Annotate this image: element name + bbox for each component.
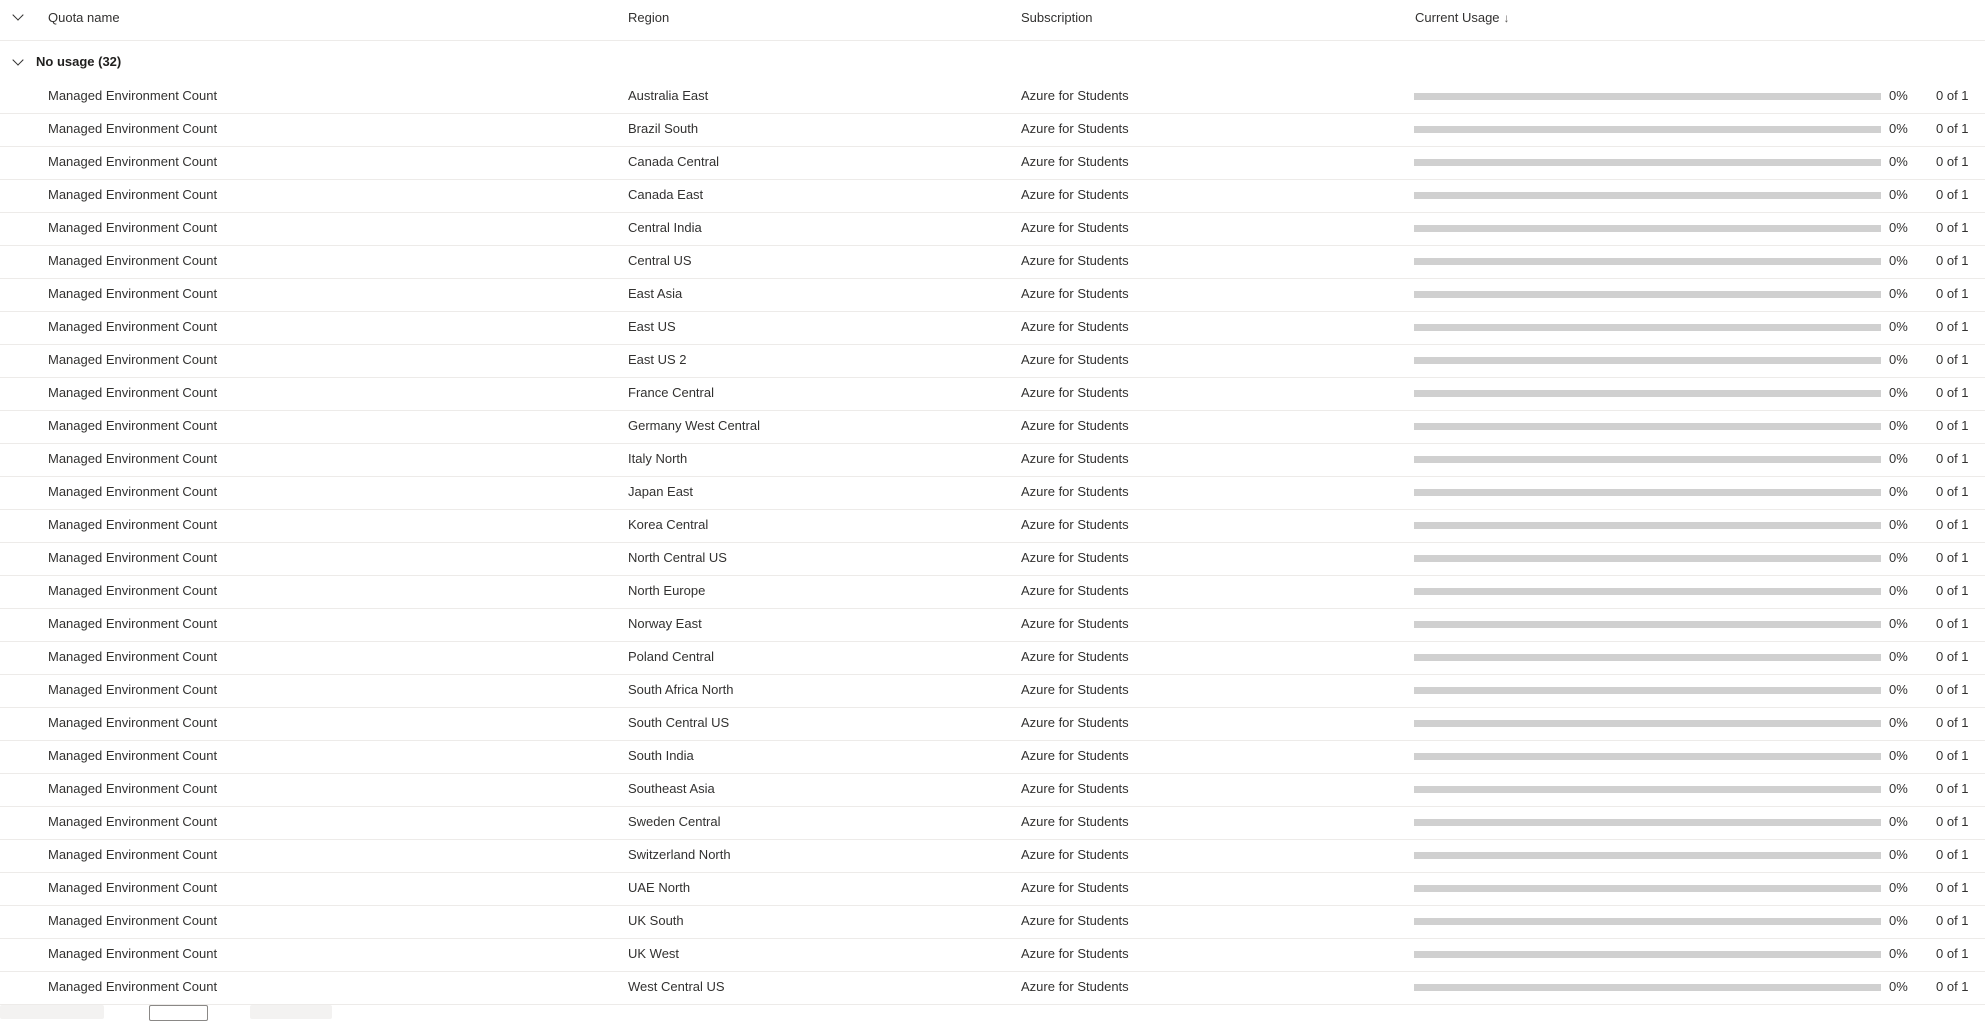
region-cell: Central US <box>628 253 692 268</box>
region-cell: Australia East <box>628 88 709 103</box>
quota-name-cell[interactable]: Managed Environment Count <box>48 220 218 235</box>
usage-progress-bar <box>1414 786 1881 793</box>
subscription-cell: Azure for Students <box>1021 352 1129 367</box>
usage-percent: 0% <box>1889 913 1908 928</box>
usage-count: 0 of 1 <box>1936 88 1969 103</box>
subscription-cell: Azure for Students <box>1021 484 1129 499</box>
usage-count: 0 of 1 <box>1936 220 1969 235</box>
usage-percent: 0% <box>1889 616 1908 631</box>
usage-count: 0 of 1 <box>1936 583 1969 598</box>
region-cell: East Asia <box>628 286 683 301</box>
table-row[interactable] <box>0 576 1985 609</box>
usage-count: 0 of 1 <box>1936 517 1969 532</box>
table-row[interactable] <box>0 906 1985 939</box>
quota-name-cell[interactable]: Managed Environment Count <box>48 418 218 433</box>
usage-percent: 0% <box>1889 319 1908 334</box>
usage-count: 0 of 1 <box>1936 781 1969 796</box>
usage-count: 0 of 1 <box>1936 253 1969 268</box>
usage-percent: 0% <box>1889 979 1908 994</box>
region-cell: Norway East <box>628 616 702 631</box>
usage-count: 0 of 1 <box>1936 418 1969 433</box>
region-cell: West Central US <box>628 979 725 994</box>
usage-count: 0 of 1 <box>1936 682 1969 697</box>
region-cell: Sweden Central <box>628 814 721 829</box>
usage-percent: 0% <box>1889 451 1908 466</box>
subscription-cell: Azure for Students <box>1021 616 1129 631</box>
usage-percent: 0% <box>1889 121 1908 136</box>
table-row[interactable] <box>0 345 1985 378</box>
usage-progress-bar <box>1414 126 1881 133</box>
region-cell: North Europe <box>628 583 706 598</box>
usage-count: 0 of 1 <box>1936 715 1969 730</box>
quota-name-cell[interactable]: Managed Environment Count <box>48 484 218 499</box>
usage-progress-bar <box>1414 753 1881 760</box>
usage-progress-bar <box>1414 951 1881 958</box>
usage-percent: 0% <box>1889 286 1908 301</box>
region-cell: Canada East <box>628 187 704 202</box>
usage-progress-bar <box>1414 885 1881 892</box>
usage-percent: 0% <box>1889 682 1908 697</box>
usage-count: 0 of 1 <box>1936 121 1969 136</box>
subscription-cell: Azure for Students <box>1021 748 1129 763</box>
usage-percent: 0% <box>1889 187 1908 202</box>
sort-descending-arrow-down-icon: ↓ <box>1503 11 1510 25</box>
table-row[interactable] <box>0 675 1985 708</box>
quota-name-cell[interactable]: Managed Environment Count <box>48 913 218 928</box>
region-cell: UK South <box>628 913 684 928</box>
subscription-cell: Azure for Students <box>1021 187 1129 202</box>
table-row[interactable] <box>0 411 1985 444</box>
subscription-cell: Azure for Students <box>1021 220 1129 235</box>
usage-progress-bar <box>1414 159 1881 166</box>
quota-name-cell[interactable]: Managed Environment Count <box>48 121 218 136</box>
region-cell: Canada Central <box>628 154 720 169</box>
table-row[interactable] <box>0 774 1985 807</box>
usage-percent: 0% <box>1889 715 1908 730</box>
usage-count: 0 of 1 <box>1936 352 1969 367</box>
quota-name-cell[interactable]: Managed Environment Count <box>48 715 218 730</box>
region-cell: East US 2 <box>628 352 687 367</box>
usage-progress-bar <box>1414 522 1881 529</box>
column-header-current-usage[interactable] <box>1415 0 1510 40</box>
table-row[interactable] <box>0 279 1985 312</box>
region-cell: Brazil South <box>628 121 699 136</box>
subscription-cell: Azure for Students <box>1021 682 1129 697</box>
usage-count: 0 of 1 <box>1936 979 1969 994</box>
usage-progress-bar <box>1414 654 1881 661</box>
table-row[interactable] <box>0 510 1985 543</box>
usage-progress-bar <box>1414 192 1881 199</box>
usage-count: 0 of 1 <box>1936 847 1969 862</box>
usage-progress-bar <box>1414 390 1881 397</box>
subscription-cell: Azure for Students <box>1021 319 1129 334</box>
quota-name-cell[interactable]: Managed Environment Count <box>48 979 218 994</box>
subscription-cell: Azure for Students <box>1021 583 1129 598</box>
table-row[interactable] <box>0 444 1985 477</box>
usage-progress-bar <box>1414 357 1881 364</box>
table-row[interactable] <box>0 378 1985 411</box>
quota-name-cell[interactable]: Managed Environment Count <box>48 319 218 334</box>
quota-name-cell[interactable]: Managed Environment Count <box>48 352 218 367</box>
usage-percent: 0% <box>1889 484 1908 499</box>
usage-progress-bar <box>1414 621 1881 628</box>
table-row[interactable] <box>0 114 1985 147</box>
table-row[interactable] <box>0 642 1985 675</box>
usage-percent: 0% <box>1889 550 1908 565</box>
quota-name-cell[interactable]: Managed Environment Count <box>48 781 218 796</box>
usage-percent: 0% <box>1889 154 1908 169</box>
usage-percent: 0% <box>1889 781 1908 796</box>
usage-percent: 0% <box>1889 88 1908 103</box>
quota-name-cell[interactable]: Managed Environment Count <box>48 451 218 466</box>
usage-progress-bar <box>1414 225 1881 232</box>
usage-progress-bar <box>1414 819 1881 826</box>
subscription-cell: Azure for Students <box>1021 451 1129 466</box>
usage-count: 0 of 1 <box>1936 880 1969 895</box>
column-header-label: Current Usage <box>1415 10 1500 25</box>
region-cell: Korea Central <box>628 517 709 532</box>
usage-count: 0 of 1 <box>1936 649 1969 664</box>
usage-count: 0 of 1 <box>1936 319 1969 334</box>
quota-name-cell[interactable]: Managed Environment Count <box>48 649 218 664</box>
usage-progress-bar <box>1414 720 1881 727</box>
usage-progress-bar <box>1414 588 1881 595</box>
usage-progress-bar <box>1414 258 1881 265</box>
region-cell: East US <box>628 319 676 334</box>
region-cell: France Central <box>628 385 714 400</box>
usage-count: 0 of 1 <box>1936 451 1969 466</box>
subscription-cell: Azure for Students <box>1021 847 1129 862</box>
quota-name-cell[interactable]: Managed Environment Count <box>48 385 218 400</box>
usage-count: 0 of 1 <box>1936 385 1969 400</box>
previous-page-button[interactable] <box>0 1005 104 1019</box>
usage-progress-bar <box>1414 456 1881 463</box>
usage-progress-bar <box>1414 555 1881 562</box>
usage-count: 0 of 1 <box>1936 946 1969 961</box>
region-cell: UK West <box>628 946 680 961</box>
quota-name-cell[interactable]: Managed Environment Count <box>48 946 218 961</box>
subscription-cell: Azure for Students <box>1021 253 1129 268</box>
region-cell: Poland Central <box>628 649 714 664</box>
usage-count: 0 of 1 <box>1936 550 1969 565</box>
table-row[interactable] <box>0 840 1985 873</box>
table-row[interactable] <box>0 609 1985 642</box>
subscription-cell: Azure for Students <box>1021 88 1129 103</box>
quota-name-cell[interactable]: Managed Environment Count <box>48 550 218 565</box>
column-header-region[interactable] <box>628 0 669 40</box>
usage-progress-bar <box>1414 852 1881 859</box>
usage-percent: 0% <box>1889 583 1908 598</box>
pagination-bar <box>0 1005 1985 1015</box>
table-row[interactable] <box>0 147 1985 180</box>
subscription-cell: Azure for Students <box>1021 517 1129 532</box>
quota-name-cell[interactable]: Managed Environment Count <box>48 847 218 862</box>
table-row[interactable] <box>0 741 1985 774</box>
usage-percent: 0% <box>1889 847 1908 862</box>
subscription-cell: Azure for Students <box>1021 418 1129 433</box>
usage-percent: 0% <box>1889 748 1908 763</box>
usage-progress-bar <box>1414 984 1881 991</box>
quota-name-cell[interactable]: Managed Environment Count <box>48 253 218 268</box>
usage-percent: 0% <box>1889 814 1908 829</box>
usage-percent: 0% <box>1889 385 1908 400</box>
quota-name-cell[interactable]: Managed Environment Count <box>48 682 218 697</box>
region-cell: Southeast Asia <box>628 781 715 796</box>
next-page-button[interactable] <box>250 1005 332 1019</box>
table-row[interactable] <box>0 543 1985 576</box>
column-header-label: Quota name <box>48 10 120 25</box>
quota-name-cell[interactable]: Managed Environment Count <box>48 154 218 169</box>
grid-header-row <box>0 0 1985 41</box>
region-cell: Japan East <box>628 484 694 499</box>
region-cell: UAE North <box>628 880 691 895</box>
column-header-quota-name[interactable] <box>48 0 120 40</box>
usage-count: 0 of 1 <box>1936 913 1969 928</box>
subscription-cell: Azure for Students <box>1021 814 1129 829</box>
quota-name-cell[interactable]: Managed Environment Count <box>48 748 218 763</box>
group-toggle-chevron-down-icon[interactable] <box>12 54 23 65</box>
subscription-cell: Azure for Students <box>1021 121 1129 136</box>
quota-name-cell[interactable]: Managed Environment Count <box>48 286 218 301</box>
usage-count: 0 of 1 <box>1936 154 1969 169</box>
region-cell: Central India <box>628 220 702 235</box>
table-row[interactable] <box>0 81 1985 114</box>
usage-count: 0 of 1 <box>1936 286 1969 301</box>
usage-progress-bar <box>1414 324 1881 331</box>
usage-count: 0 of 1 <box>1936 484 1969 499</box>
subscription-cell: Azure for Students <box>1021 979 1129 994</box>
region-cell: Germany West Central <box>628 418 760 433</box>
table-row[interactable] <box>0 873 1985 906</box>
page-number-input[interactable] <box>149 1005 208 1021</box>
subscription-cell: Azure for Students <box>1021 550 1129 565</box>
region-cell: South Africa North <box>628 682 734 697</box>
subscription-cell: Azure for Students <box>1021 715 1129 730</box>
usage-progress-bar <box>1414 93 1881 100</box>
region-cell: North Central US <box>628 550 727 565</box>
column-header-subscription[interactable] <box>1021 0 1093 40</box>
column-header-label: Region <box>628 10 670 25</box>
quota-name-cell[interactable]: Managed Environment Count <box>48 187 218 202</box>
grid-body <box>0 81 1985 1005</box>
region-cell: Switzerland North <box>628 847 731 862</box>
table-row[interactable] <box>0 807 1985 840</box>
usage-percent: 0% <box>1889 880 1908 895</box>
usage-percent: 0% <box>1889 418 1908 433</box>
group-header-no-usage[interactable] <box>0 41 1985 81</box>
usage-percent: 0% <box>1889 220 1908 235</box>
usage-count: 0 of 1 <box>1936 748 1969 763</box>
usage-percent: 0% <box>1889 253 1908 268</box>
subscription-cell: Azure for Students <box>1021 154 1129 169</box>
subscription-cell: Azure for Students <box>1021 286 1129 301</box>
usage-percent: 0% <box>1889 946 1908 961</box>
table-row[interactable] <box>0 246 1985 279</box>
usage-progress-bar <box>1414 291 1881 298</box>
table-row[interactable] <box>0 708 1985 741</box>
usage-count: 0 of 1 <box>1936 616 1969 631</box>
region-cell: South India <box>628 748 694 763</box>
quota-name-cell[interactable]: Managed Environment Count <box>48 88 218 103</box>
region-cell: Italy North <box>628 451 688 466</box>
usage-progress-bar <box>1414 489 1881 496</box>
usage-count: 0 of 1 <box>1936 814 1969 829</box>
usage-progress-bar <box>1414 687 1881 694</box>
column-header-label: Subscription <box>1021 10 1093 25</box>
usage-progress-bar <box>1414 423 1881 430</box>
quota-name-cell[interactable]: Managed Environment Count <box>48 616 218 631</box>
table-row[interactable] <box>0 180 1985 213</box>
subscription-cell: Azure for Students <box>1021 946 1129 961</box>
usage-count: 0 of 1 <box>1936 187 1969 202</box>
collapse-all-chevron-down-icon[interactable] <box>12 9 23 20</box>
group-label: No usage (32) <box>36 54 122 69</box>
region-cell: South Central US <box>628 715 730 730</box>
table-row[interactable] <box>0 972 1985 1005</box>
quota-name-cell[interactable]: Managed Environment Count <box>48 517 218 532</box>
subscription-cell: Azure for Students <box>1021 880 1129 895</box>
table-row[interactable] <box>0 312 1985 345</box>
subscription-cell: Azure for Students <box>1021 649 1129 664</box>
usage-percent: 0% <box>1889 649 1908 664</box>
quota-name-cell[interactable]: Managed Environment Count <box>48 583 218 598</box>
subscription-cell: Azure for Students <box>1021 781 1129 796</box>
table-row[interactable] <box>0 477 1985 510</box>
usage-percent: 0% <box>1889 352 1908 367</box>
subscription-cell: Azure for Students <box>1021 913 1129 928</box>
quota-name-cell[interactable]: Managed Environment Count <box>48 814 218 829</box>
usage-percent: 0% <box>1889 517 1908 532</box>
table-row[interactable] <box>0 939 1985 972</box>
subscription-cell: Azure for Students <box>1021 385 1129 400</box>
usage-progress-bar <box>1414 918 1881 925</box>
table-row[interactable] <box>0 213 1985 246</box>
quota-name-cell[interactable]: Managed Environment Count <box>48 880 218 895</box>
